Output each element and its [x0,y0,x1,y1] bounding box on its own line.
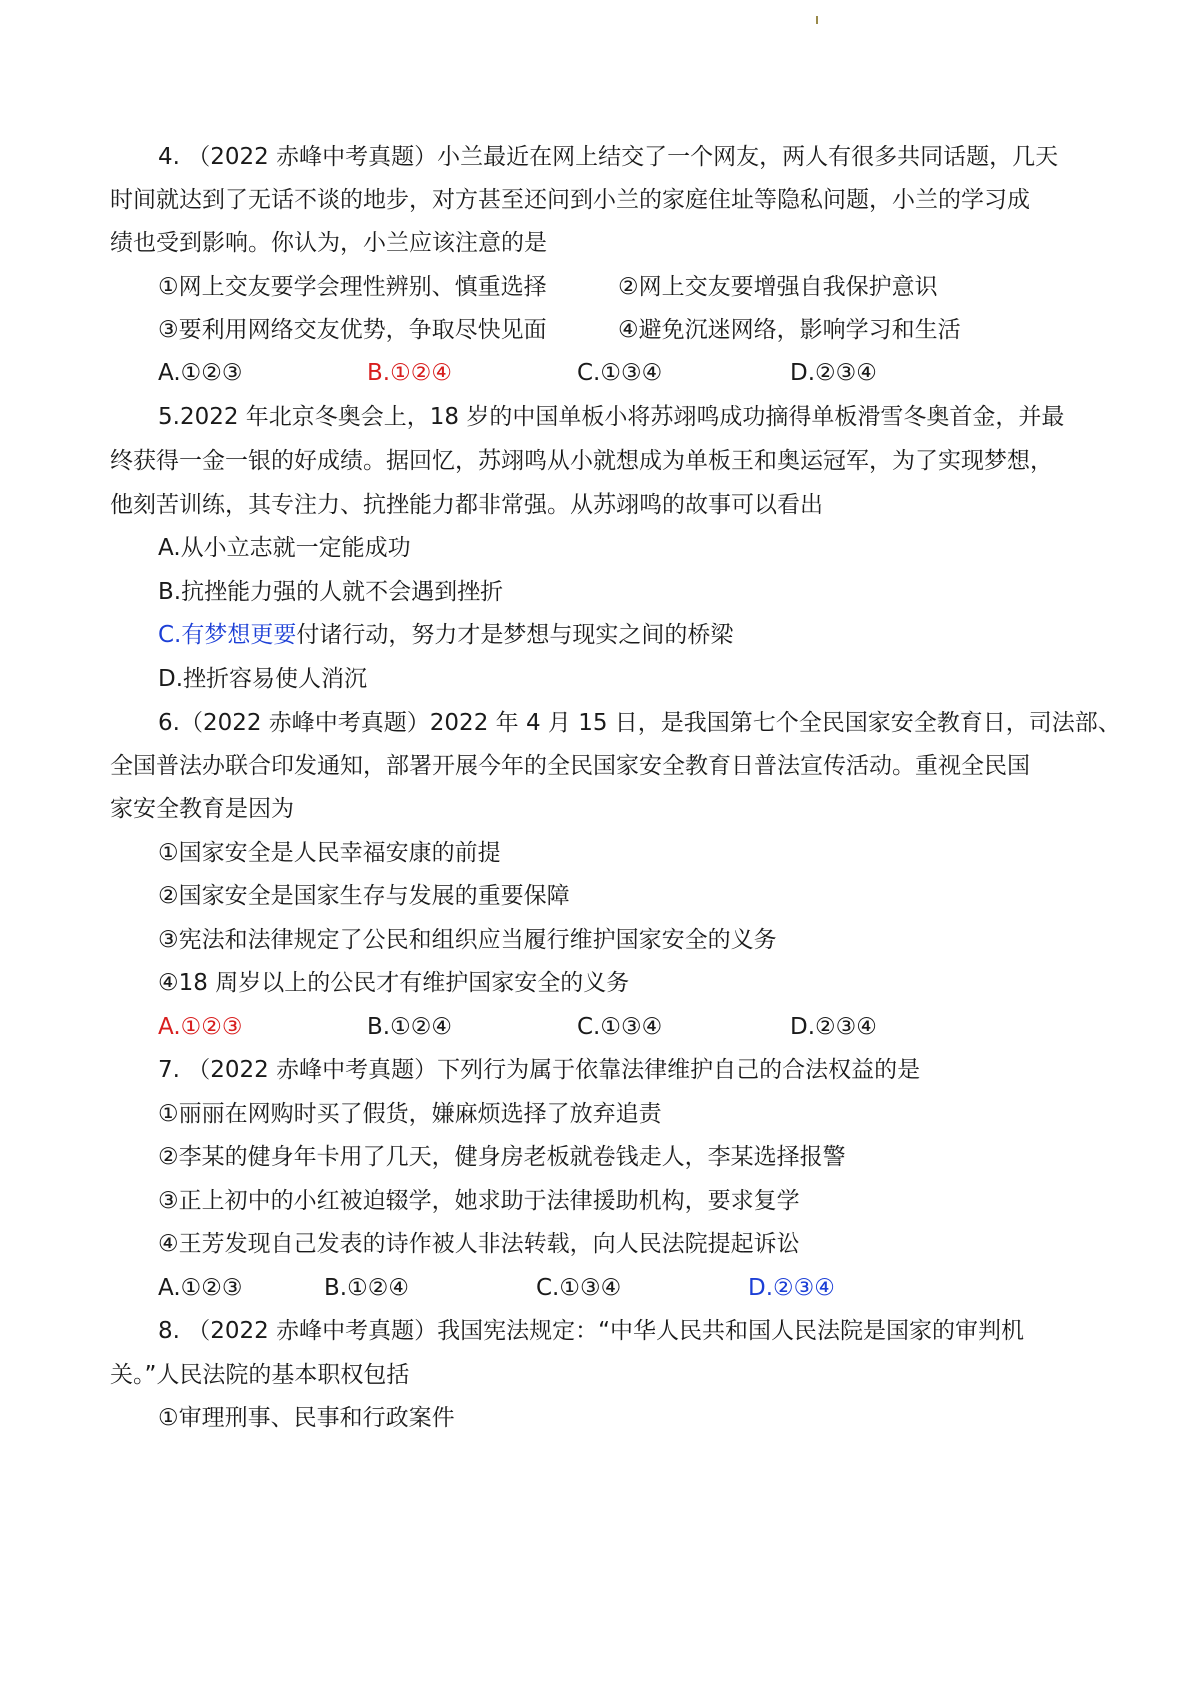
q4-option-b-answer: B.①②④ [367,360,452,386]
q5-stem-line-2: 终获得一金一银的好成绩。据回忆，苏翊鸣从小就想成为单板王和奥运冠军，为了实现梦想， [110,448,1053,474]
q6-option-c: C.①③④ [577,1014,663,1040]
q8-stem-line-2: 关。”人民法院的基本职权包括 [110,1362,410,1388]
q7-option-d-answer: D.②③④ [748,1275,835,1301]
q4-stem-line-1: 4. （2022 赤峰中考真题）小兰最近在网上结交了一个网友，两人有很多共同话题，几天 [158,144,1059,170]
q5-option-a: A.从小立志就一定能成功 [158,535,411,561]
q7-statement-3: ③正上初中的小红被迫辍学，她求助于法律援助机构，要求复学 [158,1188,800,1214]
q6-statement-2: ②国家安全是国家生存与发展的重要保障 [158,883,570,909]
q4-option-d: D.②③④ [790,360,877,386]
q6-option-b: B.①②④ [367,1014,452,1040]
q7-option-a: A.①②③ [158,1275,243,1301]
q6-statement-3: ③宪法和法律规定了公民和组织应当履行维护国家安全的义务 [158,927,777,953]
scan-mark [816,16,818,24]
q5-option-c-text: 付诸行动，努力才是梦想与现实之间的桥梁 [296,622,734,648]
q6-statement-1: ①国家安全是人民幸福安康的前提 [158,840,501,866]
q6-option-a-answer: A.①②③ [158,1014,243,1040]
q7-statement-2: ②李某的健身年卡用了几天，健身房老板就卷钱走人，李某选择报警 [158,1144,846,1170]
q4-option-c: C.①③④ [577,360,663,386]
q6-stem-line-3: 家安全教育是因为 [110,796,294,822]
q6-statement-4: ④18 周岁以上的公民才有维护国家安全的义务 [158,970,630,996]
q6-stem-line-2: 全国普法办联合印发通知，部署开展今年的全民国家安全教育日普法宣传活动。重视全民国 [110,753,1030,779]
q4-option-a: A.①②③ [158,360,243,386]
q4-stem-line-2: 时间就达到了无话不谈的地步，对方甚至还问到小兰的家庭住址等隐私问题，小兰的学习成 [110,187,1030,213]
q7-stem-line-1: 7. （2022 赤峰中考真题）下列行为属于依靠法律维护自己的合法权益的是 [158,1057,921,1083]
q4-statement-4: ④避免沉迷网络，影响学习和生活 [618,317,961,343]
q4-stem-line-3: 绩也受到影响。你认为，小兰应该注意的是 [110,230,547,256]
q4-statement-2: ②网上交友要增强自我保护意识 [618,274,938,300]
q4-statement-1: ①网上交友要学会理性辨别、慎重选择 [158,274,547,300]
q8-stem-line-1: 8. （2022 赤峰中考真题）我国宪法规定：“中华人民共和国人民法院是国家的审判机 [158,1318,1025,1344]
q5-option-d: D.挫折容易使人消沉 [158,666,368,692]
q6-stem-line-1: 6.（2022 赤峰中考真题）2022 年 4 月 15 日，是我国第七个全民国家安全教育日，司法部、 [158,710,1121,736]
q5-stem-line-3: 他刻苦训练，其专注力、抗挫能力都非常强。从苏翊鸣的故事可以看出 [110,492,823,518]
q7-statement-1: ①丽丽在网购时买了假货，嫌麻烦选择了放弃追责 [158,1101,662,1127]
q7-statement-4: ④王芳发现自己发表的诗作被人非法转载，向人民法院提起诉讼 [158,1231,800,1257]
q6-option-d: D.②③④ [790,1014,877,1040]
q7-option-c: C.①③④ [536,1275,622,1301]
q5-option-b: B.抗挫能力强的人就不会遇到挫折 [158,579,504,605]
q5-option-c-answer-mark: C.有梦想更要 [158,622,297,648]
q4-statement-3: ③要利用网络交友优势，争取尽快见面 [158,317,547,343]
q8-statement-1: ①审理刑事、民事和行政案件 [158,1405,455,1431]
q7-option-b: B.①②④ [324,1275,409,1301]
q5-option-c [158,620,733,650]
q5-stem-line-1: 5.2022 年北京冬奥会上，18 岁的中国单板小将苏翊鸣成功摘得单板滑雪冬奥首金，并最 [158,404,1065,430]
